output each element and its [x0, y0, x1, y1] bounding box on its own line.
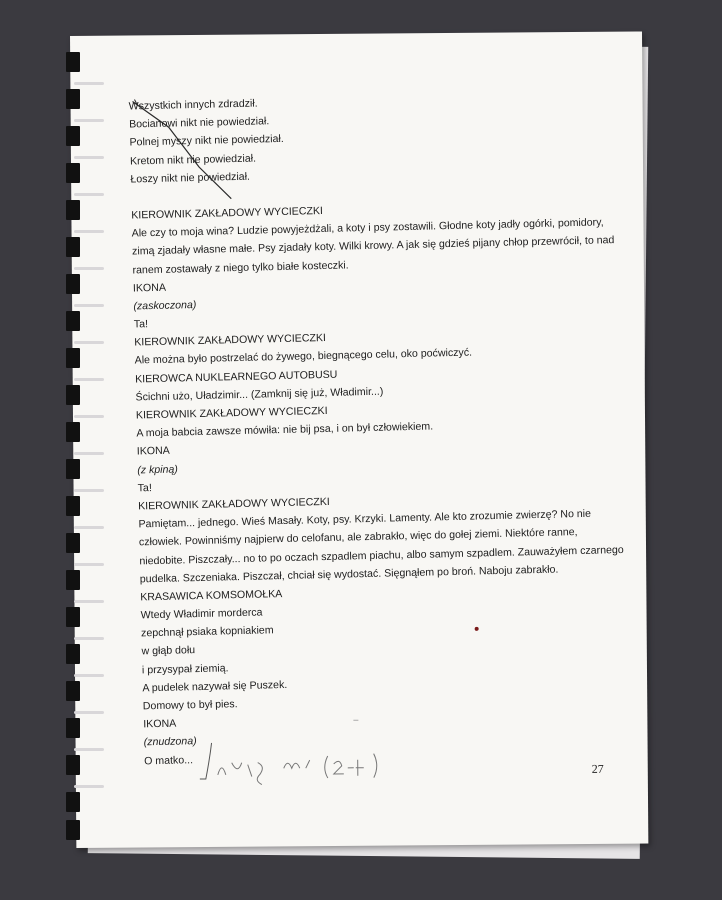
- binding-hole: [66, 385, 80, 405]
- verse-line: Bocianowi nikt nie powiedział.: [128, 115, 270, 131]
- binding-hole: [66, 422, 80, 442]
- binding-hole: [66, 644, 80, 664]
- binding-ring: [74, 304, 104, 307]
- binding-hole: [66, 820, 80, 840]
- binding-ring: [74, 674, 104, 677]
- dialogue-line: A moja babcia zawsze mówiła: nie bij psa, i on był człowiekiem.: [136, 420, 434, 440]
- binding-hole: [66, 755, 80, 775]
- binding-ring: [74, 119, 104, 122]
- binding-hole: [66, 792, 80, 812]
- binding-hole: [66, 459, 80, 479]
- binding-ring: [74, 785, 104, 788]
- binding-hole: [66, 681, 80, 701]
- binding-ring: [74, 378, 104, 381]
- dialogue-line: Ścichni użo, Uładzimir... (Zamknij się już, Władimir...): [135, 385, 384, 404]
- binding-hole: [66, 533, 80, 553]
- binding-ring: [74, 748, 104, 751]
- binding-ring: [74, 600, 104, 603]
- handwritten-note: [198, 737, 398, 799]
- binding-hole: [66, 274, 80, 294]
- speaker-name: IKONA: [132, 281, 167, 295]
- stage-direction: (znudzona): [143, 735, 197, 749]
- dialogue-line: Ale można było postrzelać do żywego, biegnącego celu, oko poćwiczyć.: [134, 346, 473, 367]
- binding-hole: [66, 89, 80, 109]
- script-page: [70, 32, 648, 848]
- binding-hole: [66, 52, 80, 72]
- binding-ring: [74, 193, 104, 196]
- verse-line: Kretom nikt nie powiedział.: [129, 152, 257, 168]
- dialogue-line: ranem zostawały z niego tylko białe kosteczki.: [132, 258, 349, 276]
- ink-dot: [475, 627, 479, 631]
- binding-hole: [66, 237, 80, 257]
- handwriting-scribble: [198, 737, 398, 799]
- binding-hole: [66, 311, 80, 331]
- binding-ring: [74, 526, 104, 529]
- stage-direction: (zaskoczona): [133, 298, 197, 313]
- binding-ring: [74, 452, 104, 455]
- verse-line: i przysypał ziemią.: [141, 661, 229, 677]
- binding-hole: [66, 570, 80, 590]
- binding-hole: [66, 200, 80, 220]
- dialogue-line: człowiek. Powinniśmy najpierw do celofanu, ale zabrakło, więc do gołej ziemi. Niektóre ranne,: [138, 526, 578, 549]
- speaker-name: KIEROWNIK ZAKŁADOWY WYCIECZKI: [134, 332, 327, 349]
- binding-hole: [66, 163, 80, 183]
- verse-line: Wtedy Władimir morderca: [140, 606, 263, 622]
- binding-ring: [74, 563, 104, 566]
- binding-hole: [66, 718, 80, 738]
- page-number: 27: [591, 761, 604, 776]
- binding-hole: [66, 348, 80, 368]
- binding-hole: [66, 126, 80, 146]
- verse-line: zepchnął psiaka kopniakiem: [140, 624, 274, 640]
- speaker-name: KRASAWICA KOMSOMOŁKA: [140, 587, 283, 604]
- dialogue-line: niedobite. Piszczały... no to po oczach szpadlem piachu, albo samym szpadlem. Zauważyłem czarnego: [139, 543, 624, 567]
- verse-line: Domowy to był pies.: [142, 698, 238, 713]
- binding-ring: [74, 415, 104, 418]
- binding-ring: [74, 267, 104, 270]
- speaker-name: KIEROWNIK ZAKŁADOWY WYCIECZKI: [131, 204, 324, 222]
- dialogue-line: zimą zjadały własne małe. Psy zjadały koty. Wilki krowy. A jak się gdzieś pijany chłop przewrócił, to nad: [131, 234, 615, 258]
- binding-ring: [74, 156, 104, 159]
- dialogue-line: Ta!: [133, 318, 149, 331]
- binding-hole: [66, 607, 80, 627]
- binding-hole: [66, 496, 80, 516]
- speaker-name: KIEROWCA NUKLEARNEGO AUTOBUSU: [134, 368, 338, 386]
- binding-ring: [74, 489, 104, 492]
- speaker-name: KIEROWNIK ZAKŁADOWY WYCIECZKI: [137, 495, 330, 513]
- binding-ring: [74, 230, 104, 233]
- binding-ring: [74, 711, 104, 714]
- speaker-name: IKONA: [136, 445, 170, 458]
- verse-line: Polnej myszy nikt nie powiedział.: [129, 133, 284, 149]
- dialogue-line: Ta!: [137, 481, 152, 495]
- ink-speck: [353, 720, 358, 721]
- verse-line: A pudelek nazywał się Puszek.: [142, 678, 288, 695]
- verse-line: Wszystkich innych zdradził.: [128, 97, 258, 113]
- dialogue-line: Pamiętam... jednego. Wieś Masały. Koty, psy. Krzyki. Lamenty. Ale kto zrozumie zwierzę? No nie: [138, 507, 592, 531]
- speaker-name: KIEROWNIK ZAKŁADOWY WYCIECZKI: [135, 404, 328, 422]
- binding-ring: [74, 637, 104, 640]
- stage-direction: (z kpiną): [137, 463, 179, 476]
- binding-ring: [74, 82, 104, 85]
- pen-strike-mark: [128, 97, 249, 208]
- dialogue-line: O matko...: [143, 753, 194, 767]
- spiral-binding: [62, 52, 102, 842]
- verse-line: w głąb dołu: [141, 644, 196, 658]
- verse-line: Łoszy nikt nie powiedział.: [130, 170, 251, 186]
- dialogue-line: Ale czy to moja wina? Ludzie powyjeżdżali, a koty i psy zostawili. Głodne koty jadły ogórki, pomidory,: [131, 216, 604, 240]
- binding-ring: [74, 341, 104, 344]
- speaker-name: IKONA: [143, 717, 177, 731]
- dialogue-line: pudelka. Szczeniaka. Piszczał, chciał się wydostać. Sięgnąłem po broń. Naboju zabrakło.: [139, 563, 559, 586]
